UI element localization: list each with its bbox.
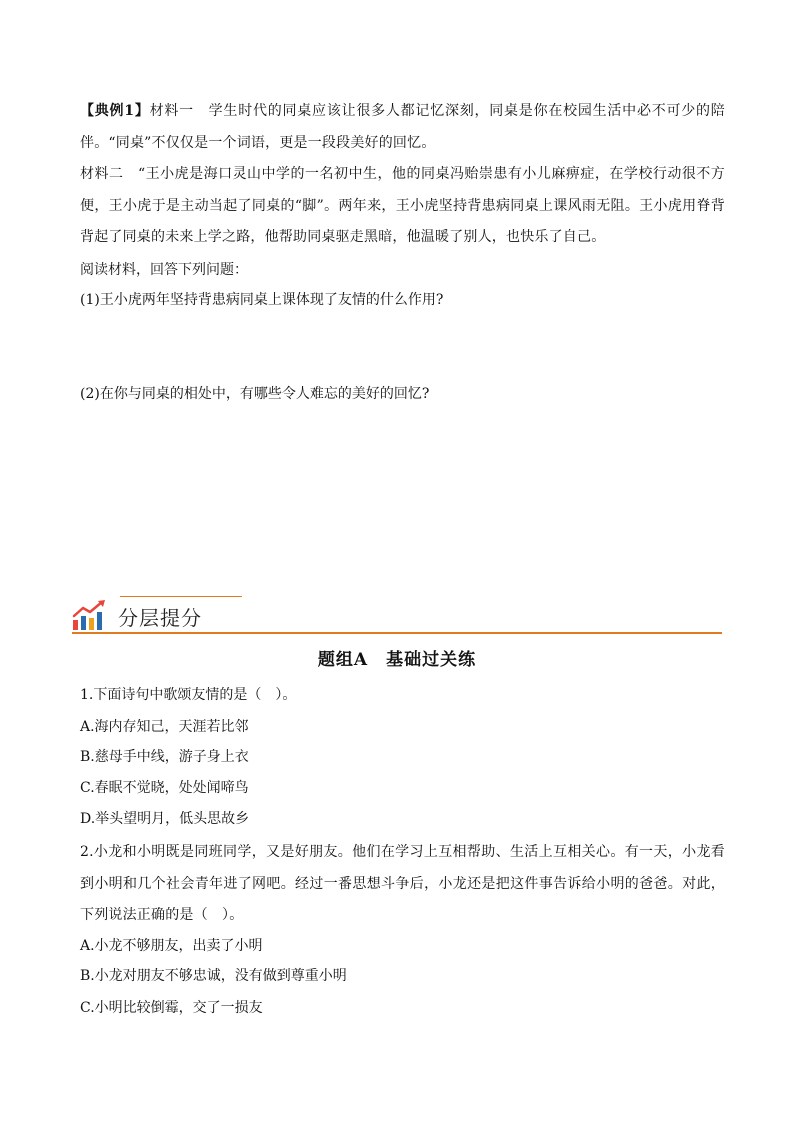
question-2-stem: 2.小龙和小明既是同班同学，又是好朋友。他们在学习上互相帮助、生活上互相关心。有一天，小龙看到小明和几个社会青年进了网吧。经过一番思想斗争后，小龙还是把这件事告诉给小明的爸爸。对此，下列说法正确的是（ ）。 bbox=[80, 844, 725, 923]
instruction-text: 阅读材料，回答下列问题： bbox=[80, 262, 248, 278]
section-title: 分层提分 bbox=[118, 606, 202, 630]
question-1-text: (1)王小虎两年坚持背患病同桌上课体现了友情的什么作用? bbox=[80, 292, 444, 308]
section-rule bbox=[72, 632, 722, 634]
question-1-option-d: D.举头望明月，低头思故乡 bbox=[80, 811, 250, 827]
question-2-option-a: A.小龙不够朋友，出卖了小明 bbox=[80, 938, 263, 954]
question-1-option-c: C.春眠不觉晓，处处闻啼鸟 bbox=[80, 780, 249, 796]
question-2-option-b: B.小龙对朋友不够忠诚，没有做到尊重小明 bbox=[80, 968, 347, 984]
example-material-1 bbox=[80, 96, 725, 159]
question-1-stem: 1.下面诗句中歌颂友情的是（ ）。 bbox=[80, 687, 297, 703]
question-1-option-a: A.海内存知己，天涯若比邻 bbox=[80, 719, 249, 735]
example-material-2: 材料二 “王小虎是海口灵山中学的一名初中生，他的同桌冯贻崇患有小儿麻痹症，在学校行动很不方便，王小虎于是主动当起了同桌的“脚”。两年来，王小虎坚持背患病同桌上课风雨无阻。王小虎用脊背背起了同桌的未来上学之路，他帮助同桌驱走黑暗，他温暖了别人，也快乐了自己。 bbox=[80, 166, 725, 245]
group-title: 题组A 基础过关练 bbox=[317, 650, 477, 670]
section-top-line bbox=[120, 596, 242, 597]
bar-chart-trend-icon bbox=[72, 599, 108, 631]
example-tag: 【典例1】 bbox=[80, 103, 150, 119]
question-1-option-b: B.慈母手中线，游子身上衣 bbox=[80, 749, 249, 765]
section-header bbox=[72, 596, 722, 636]
question-2-option-c: C.小明比较倒霉，交了一损友 bbox=[80, 1000, 263, 1016]
question-2-text: (2)在你与同桌的相处中，有哪些令人难忘的美好的回忆? bbox=[80, 386, 430, 402]
material-1-text: 材料一 学生时代的同桌应该让很多人都记忆深刻，同桌是你在校园生活中必不可少的陪伴。“同桌”不仅仅是一个词语，更是一段段美好的回忆。 bbox=[80, 103, 725, 151]
